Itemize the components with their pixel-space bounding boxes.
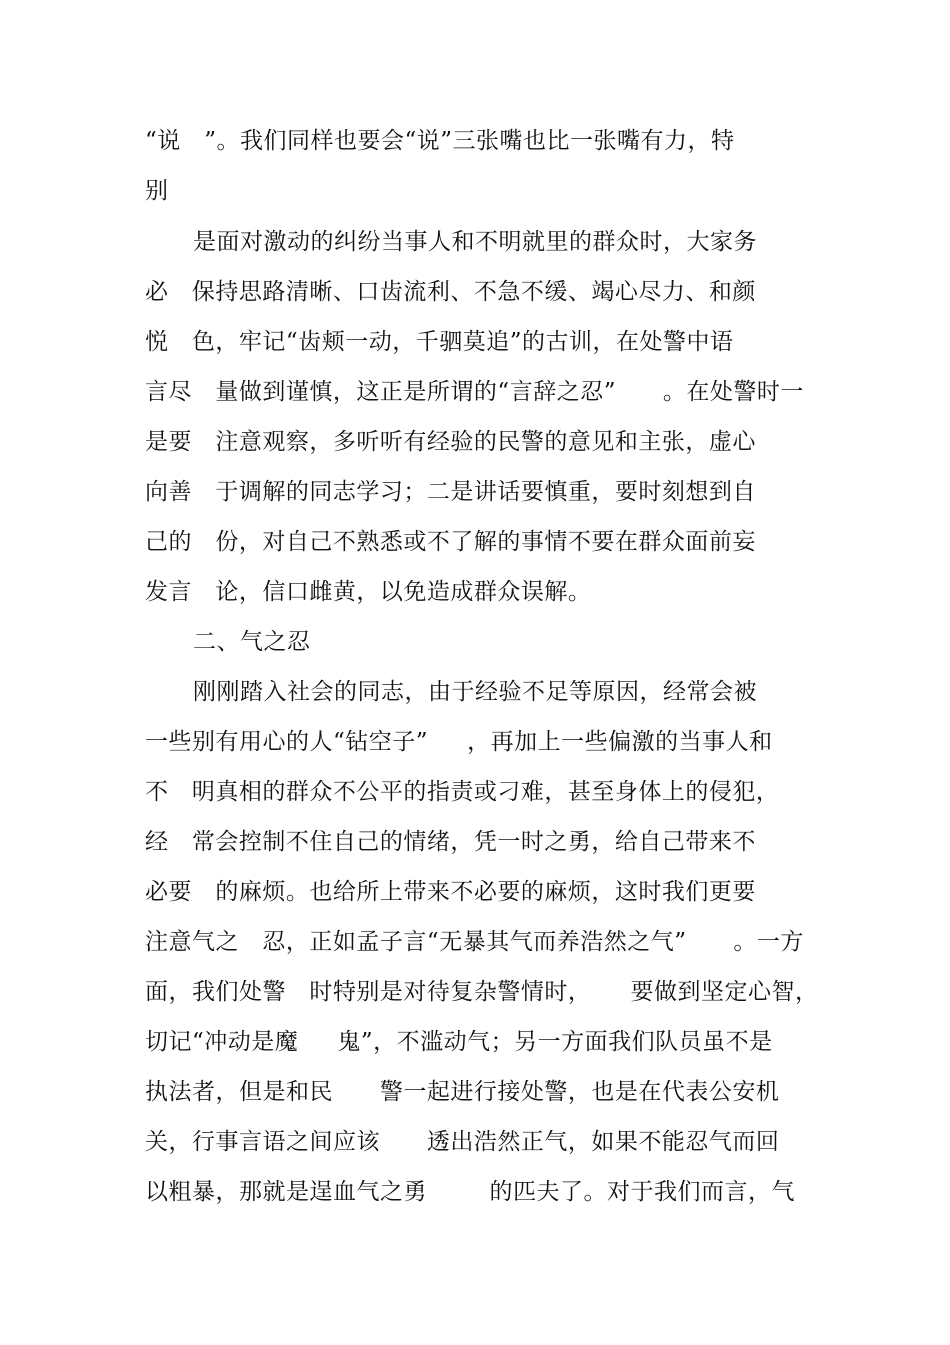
text-line: 执法者，但是和民 警一起进行接处警，也是在代表公安机 <box>145 1079 780 1105</box>
text-line: 己的 份，对自己不熟悉或不了解的事情不要在群众面前妄 <box>145 529 756 555</box>
text-line: 刚刚踏入社会的同志，由于经验不足等原因，经常会被 <box>193 679 757 705</box>
text-line: 悦 色，牢记“齿颊一动，千驷莫追”的古训，在处警中语 <box>145 329 734 355</box>
text-line: 切记“冲动是魔 鬼”，不滥动气；另一方面我们队员虽不是 <box>145 1029 773 1055</box>
text-line: 别 <box>145 178 169 204</box>
text-line: 向善 于调解的同志学习；二是讲话要慎重，要时刻想到自 <box>145 479 756 505</box>
text-line: 是要 注意观察，多听听有经验的民警的意见和主张，虚心 <box>145 429 756 455</box>
text-line: 关，行事言语之间应该 透出浩然正气，如果不能忍气而回 <box>145 1129 780 1155</box>
section-heading: 二、气之忍 <box>193 629 311 655</box>
text-line: 面，我们处警 时特别是对待复杂警情时， 要做到坚定心智， <box>145 979 819 1005</box>
text-line: 发言 论，信口雌黄，以免造成群众误解。 <box>145 579 592 605</box>
text-line: 言尽 量做到谨慎，这正是所谓的“言辞之忍” 。在处警时一 <box>145 379 804 405</box>
text-line: 必 保持思路清晰、口齿流利、不急不缓、竭心尽力、和颜 <box>145 279 756 305</box>
text-line: 是面对激动的纠纷当事人和不明就里的群众时，大家务 <box>193 229 757 255</box>
text-line: 必要 的麻烦。也给所上带来不必要的麻烦，这时我们更要 <box>145 879 756 905</box>
text-line: 注意气之 忍，正如孟子言“无暴其气而养浩然之气” 。一方 <box>145 929 804 955</box>
text-line: 经 常会控制不住自己的情绪，凭一时之勇，给自己带来不 <box>145 829 756 855</box>
text-line: 一些别有用心的人“钻空子” ，再加上一些偏激的当事人和 <box>145 729 773 755</box>
text-line: 以粗暴，那就是逞血气之勇 的匹夫了。对于我们而言，气 <box>145 1179 795 1205</box>
text-line: “说 ”。我们同样也要会“说”三张嘴也比一张嘴有力，特 <box>145 128 735 154</box>
text-line: 不 明真相的群众不公平的指责或刁难，甚至身体上的侵犯， <box>145 779 780 805</box>
